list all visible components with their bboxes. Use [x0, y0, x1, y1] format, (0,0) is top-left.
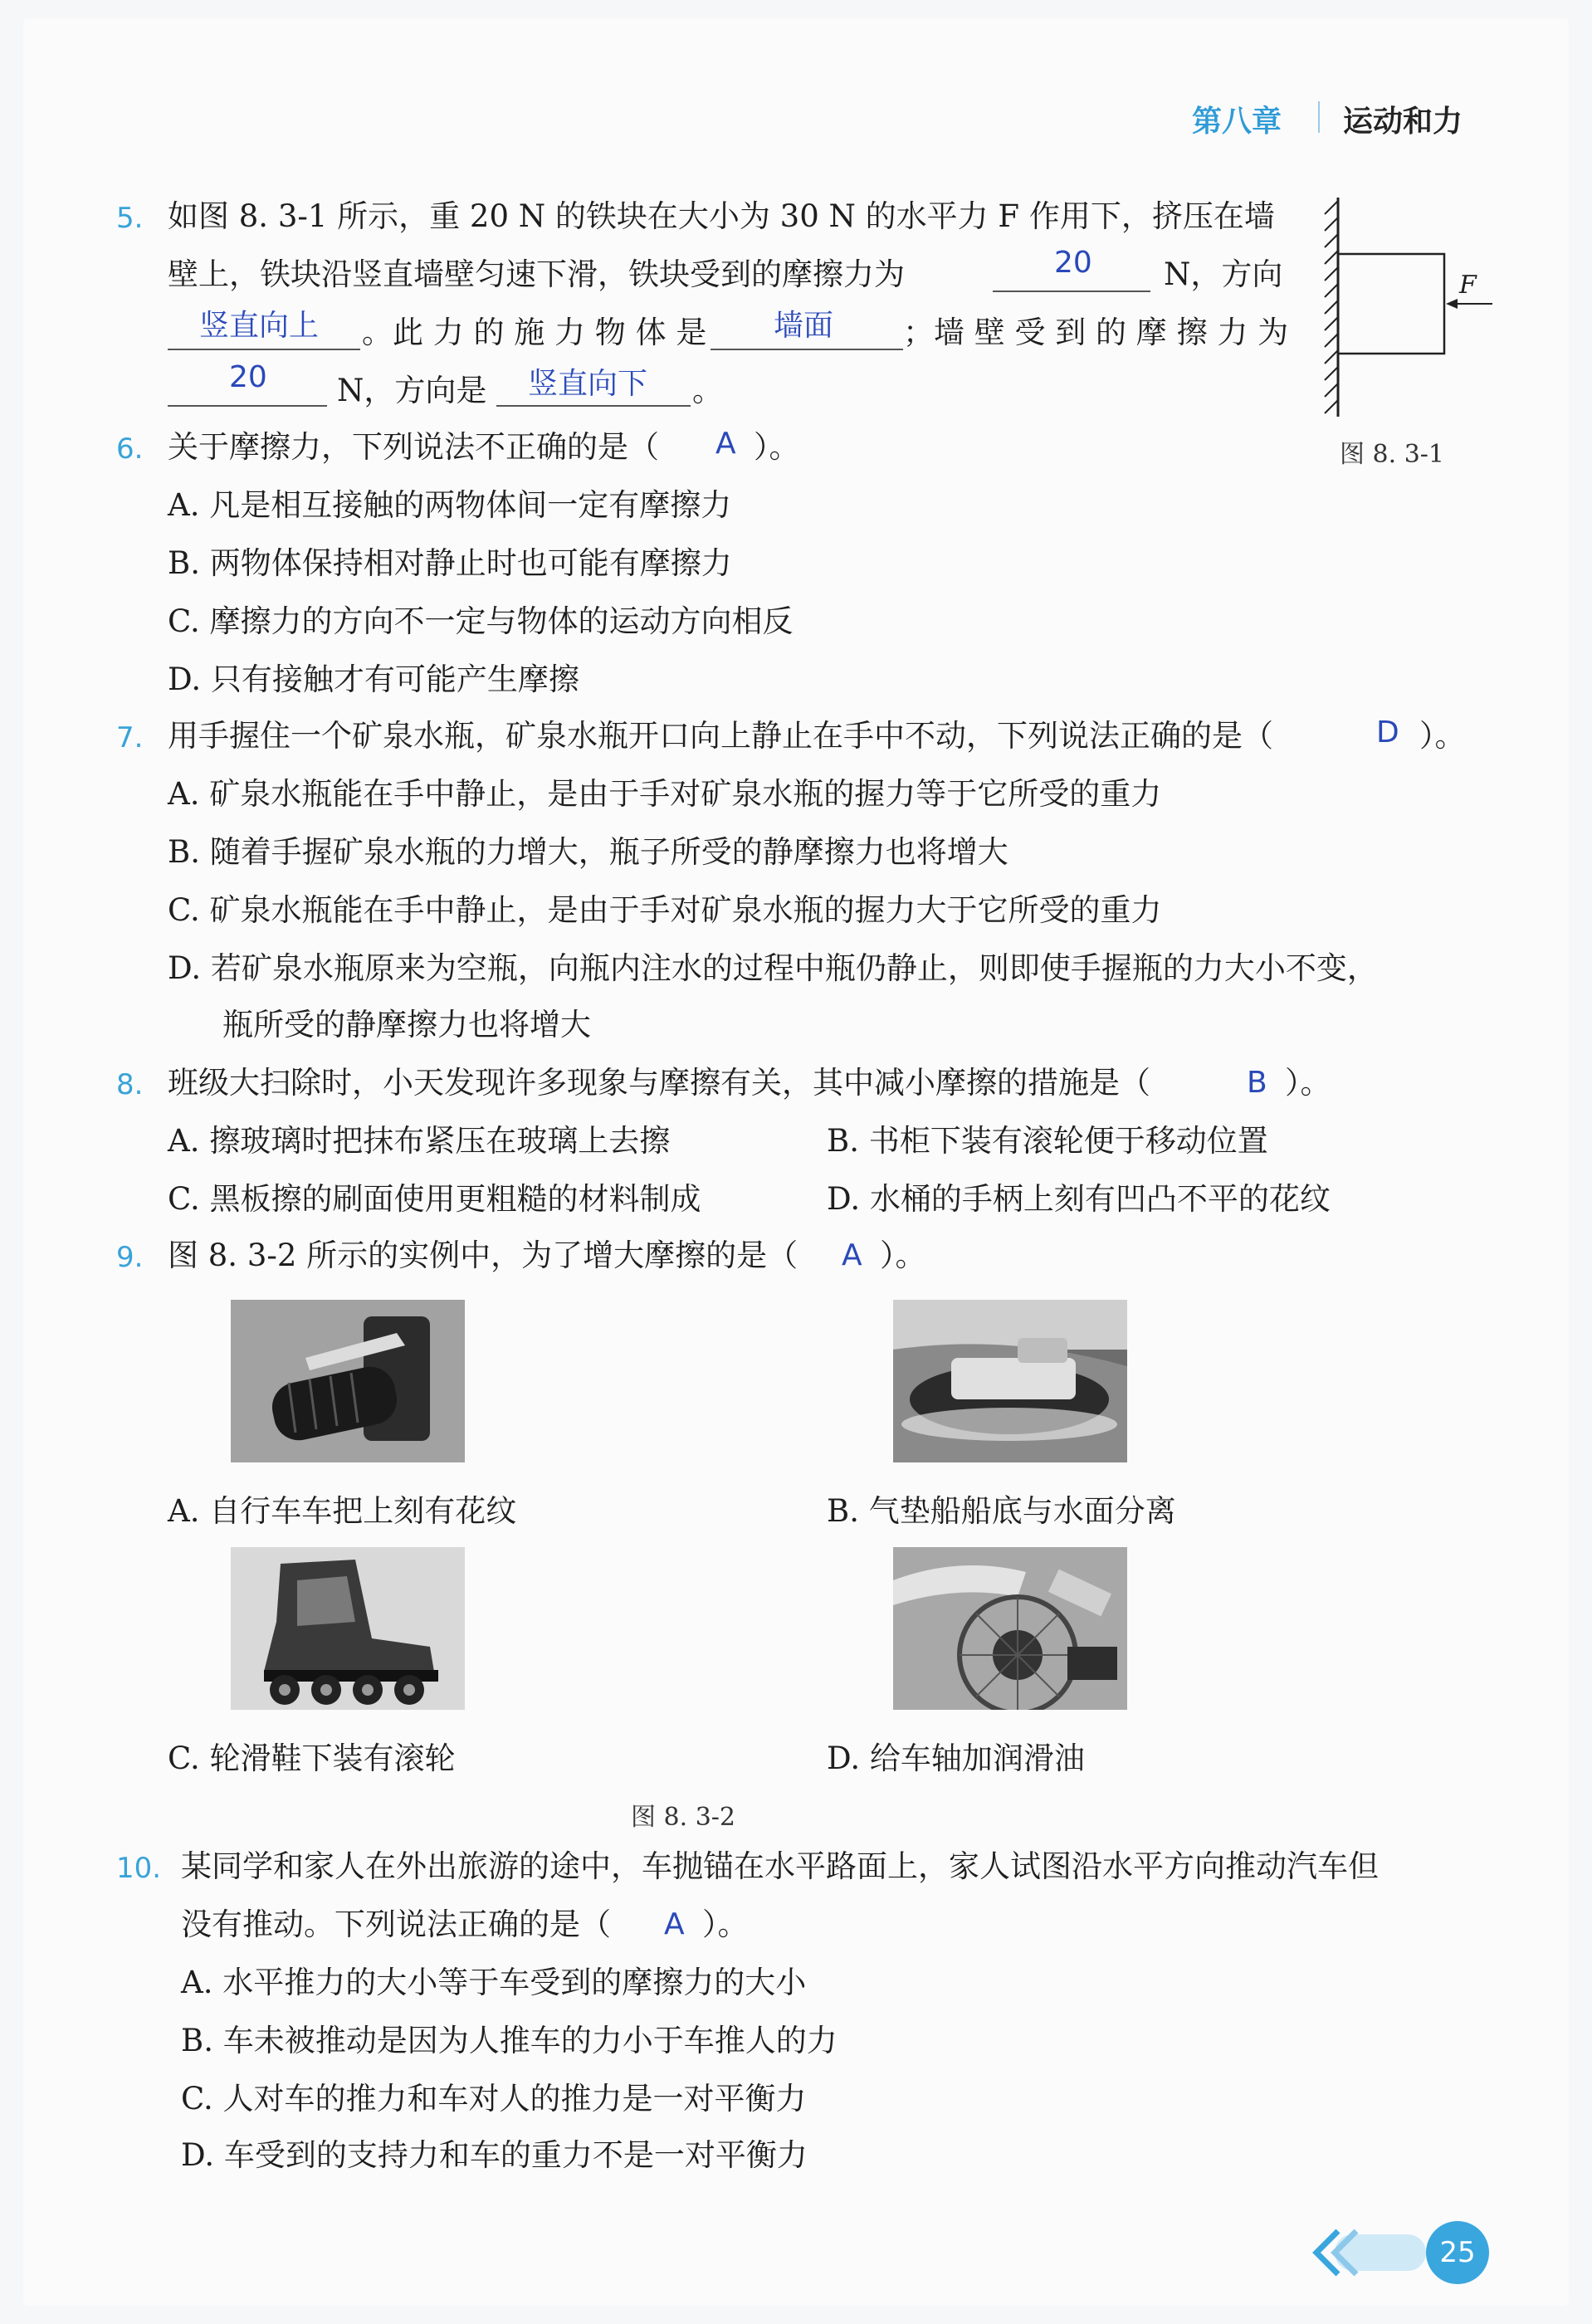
- q5-line1: 如图 8. 3-1 所示，重 20 N 的铁块在大小为 30 N 的水平力 F 作用下，挤压在墙: [168, 198, 1275, 234]
- q10-option-c: C. 人对车的推力和车对人的推力是一对平衡力: [181, 2081, 807, 2116]
- q10-option-a: A. 水平推力的大小等于车受到的摩擦力的大小: [181, 1965, 807, 2000]
- figure-8-3-2-caption: 图 8. 3-2: [631, 1803, 736, 1832]
- q7-option-c: C. 矿泉水瓶能在手中静止，是由于手对矿泉水瓶的握力大于它所受的重力: [168, 892, 1162, 928]
- q9-option-c: C. 轮滑鞋下装有滚轮: [168, 1741, 456, 1776]
- q6-stem: 关于摩擦力，下列说法不正确的是（: [168, 429, 659, 465]
- q10-number: 10.: [116, 1852, 162, 1885]
- q10-line1: 某同学和家人在外出旅游的途中，车抛锚在水平路面上，家人试图沿水平方向推动汽车但: [181, 1848, 1379, 1884]
- q8-stem-end: ）。: [1285, 1065, 1331, 1101]
- q7-option-a: A. 矿泉水瓶能在手中静止，是由于手对矿泉水瓶的握力等于它所受的重力: [168, 776, 1162, 812]
- photo-oiling-axle: [893, 1547, 1127, 1710]
- q5-number: 5.: [116, 202, 144, 235]
- q7-option-d-cont: 瓶所受的静摩擦力也将增大: [222, 1007, 591, 1042]
- q5-answer-wall-friction: 20: [229, 360, 267, 394]
- q5-answer-friction: 20: [1054, 246, 1092, 280]
- chevron-left-icon: [1301, 2223, 1434, 2282]
- page-number: 25: [1426, 2221, 1489, 2284]
- q5-blank-wall-friction: [168, 405, 327, 407]
- q10-stem: 没有推动。下列说法正确的是（: [181, 1907, 611, 1942]
- q5-blank-wall-direction: [496, 405, 691, 407]
- photo-roller-skate: [231, 1547, 465, 1710]
- q8-option-b: B. 书柜下装有滚轮便于移动位置: [827, 1123, 1268, 1159]
- q6-option-a: A. 凡是相互接触的两物体间一定有摩擦力: [168, 487, 732, 523]
- q9-answer: A: [842, 1238, 862, 1272]
- force-label-f: F: [1459, 271, 1477, 300]
- q5-line4: N，方向是: [337, 373, 487, 408]
- q9-number: 9.: [116, 1241, 144, 1274]
- q6-option-b: B. 两物体保持相对静止时也可能有摩擦力: [168, 545, 732, 581]
- q9-option-d: D. 给车轴加润滑油: [827, 1741, 1085, 1776]
- q5-blank-direction: [168, 349, 360, 350]
- q9-option-a: A. 自行车车把上刻有花纹: [168, 1493, 517, 1529]
- wall-hatching: [1325, 201, 1338, 413]
- q10-option-b: B. 车未被推动是因为人推车的力小于车推人的力: [181, 2023, 838, 2058]
- q9-stem: 图 8. 3-2 所示的实例中，为了增大摩擦的是（: [168, 1238, 798, 1273]
- q5-line3: 。此 力 的 施 力 物 体 是: [362, 315, 707, 350]
- q8-stem: 班级大扫除时，小天发现许多现象与摩擦有关，其中减小摩擦的措施是（: [168, 1065, 1150, 1101]
- q7-number: 7.: [116, 721, 144, 754]
- q5-line2-end: N，方向: [1164, 256, 1283, 292]
- q10-answer: A: [664, 1907, 685, 1941]
- q7-option-b: B. 随着手握矿泉水瓶的力增大，瓶子所受的静摩擦力也将增大: [168, 834, 1008, 870]
- q5-line3-end: ；墙 壁 受 到 的 摩 擦 力 为: [903, 315, 1289, 350]
- q10-option-d: D. 车受到的支持力和车的重力不是一对平衡力: [181, 2137, 808, 2173]
- q7-stem-end: ）。: [1419, 718, 1466, 754]
- q5-answer-direction: 竖直向上: [199, 309, 320, 343]
- photo-bicycle-handlebar: [231, 1300, 465, 1462]
- q6-number: 6.: [116, 432, 144, 466]
- figure-8-3-1: [1316, 194, 1507, 418]
- header-divider: [1318, 101, 1320, 133]
- q7-option-d: D. 若矿泉水瓶原来为空瓶，向瓶内注水的过程中瓶仍静止，则即使手握瓶的力大小不变，: [168, 950, 1378, 986]
- chapter-title: 运动和力: [1343, 105, 1463, 139]
- q8-answer: B: [1247, 1066, 1267, 1100]
- q6-stem-end: ）。: [754, 429, 800, 465]
- q6-answer: A: [715, 427, 736, 461]
- q5-answer-wall-direction: 竖直向下: [528, 367, 648, 401]
- q5-blank-source: [711, 349, 903, 350]
- iron-block: [1338, 254, 1444, 354]
- q8-number: 8.: [116, 1068, 144, 1101]
- q6-option-c: C. 摩擦力的方向不一定与物体的运动方向相反: [168, 603, 794, 639]
- q5-line4-end: 。: [692, 373, 723, 408]
- figure-8-3-1-caption: 图 8. 3-1: [1340, 440, 1445, 469]
- chapter-label: 第八章: [1192, 105, 1282, 139]
- q7-stem: 用手握住一个矿泉水瓶，矿泉水瓶开口向上静止在手中不动，下列说法正确的是（: [168, 718, 1273, 754]
- q5-blank-friction: [993, 290, 1150, 292]
- q8-option-a: A. 擦玻璃时把抹布紧压在玻璃上去擦: [168, 1123, 671, 1159]
- q9-option-b: B. 气垫船船底与水面分离: [827, 1493, 1176, 1529]
- q8-option-d: D. 水桶的手柄上刻有凹凸不平的花纹: [827, 1181, 1331, 1217]
- q7-answer: D: [1376, 715, 1399, 749]
- q9-stem-end: ）。: [880, 1238, 926, 1273]
- force-arrowhead: [1446, 299, 1458, 309]
- q5-line2: 壁上，铁块沿竖直墙壁匀速下滑，铁块受到的摩擦力为: [168, 256, 905, 292]
- q6-option-d: D. 只有接触才有可能产生摩擦: [168, 662, 579, 697]
- q8-option-c: C. 黑板擦的刷面使用更粗糙的材料制成: [168, 1181, 701, 1217]
- q10-stem-end: ）。: [702, 1907, 749, 1942]
- q5-answer-source: 墙面: [774, 309, 834, 343]
- photo-hovercraft: [893, 1300, 1127, 1462]
